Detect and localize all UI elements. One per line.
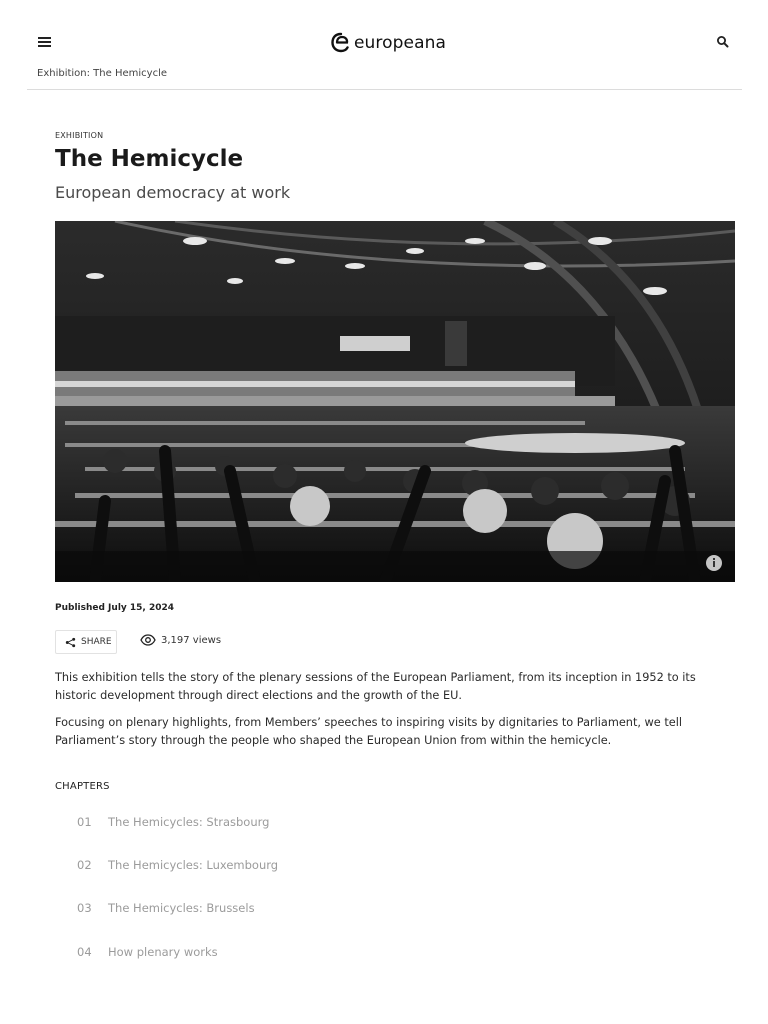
chapter-number: 02: [77, 858, 92, 872]
chapter-number: 04: [77, 945, 92, 959]
content-type-label: EXHIBITION: [55, 131, 104, 140]
chapter-link-how-plenary-works[interactable]: [77, 942, 218, 962]
chapter-link-strasbourg[interactable]: [77, 812, 269, 832]
top-navigation-bar: [0, 0, 768, 90]
views-text: 3,197 views: [161, 634, 222, 646]
menu-button[interactable]: [33, 31, 57, 53]
published-date: Published July 15, 2024: [55, 603, 175, 613]
share-icon: [65, 637, 76, 648]
chapter-number: 01: [77, 815, 92, 829]
search-icon: [712, 31, 734, 53]
chapter-number: 03: [77, 901, 92, 915]
page-title: The Hemicycle: [55, 146, 244, 172]
header-divider: [27, 89, 742, 90]
plenary-hall-photo: [55, 221, 735, 582]
europeana-logo-icon: [331, 32, 351, 54]
chapter-title: How plenary works: [108, 945, 218, 959]
view-count: [140, 634, 221, 646]
share-label: SHARE: [81, 637, 112, 647]
chapter-title: The Hemicycles: Strasbourg: [108, 815, 270, 829]
logo-text: europeana: [354, 33, 447, 53]
chapter-title: The Hemicycles: Luxembourg: [108, 858, 279, 872]
hamburger-menu-icon: [38, 37, 51, 39]
share-button[interactable]: [55, 630, 117, 654]
chapter-title: The Hemicycles: Brussels: [108, 901, 255, 915]
page-subtitle: European democracy at work: [55, 183, 291, 202]
description-paragraph: This exhibition tells the story of the plenary sessions of the European Parliament, from its inception in 1952 to its historic development through direct elections and the growth of the EU.: [55, 671, 696, 702]
eye-icon: [140, 634, 156, 646]
image-info-button[interactable]: [706, 555, 722, 571]
search-button[interactable]: [712, 31, 734, 53]
chapters-heading: CHAPTERS: [55, 781, 110, 792]
breadcrumb[interactable]: Exhibition: The Hemicycle: [37, 68, 167, 79]
info-icon: [713, 558, 715, 560]
europeana-logo[interactable]: [331, 30, 446, 56]
chapter-link-luxembourg[interactable]: [77, 855, 278, 875]
hero-image: [55, 221, 735, 582]
description-paragraph: Focusing on plenary highlights, from Members’ speeches to inspiring visits by dignitaries to Parliament, we tell Parliament’s story through the people who shaped the European Union from within the hemicycle.: [55, 716, 682, 747]
chapter-link-brussels[interactable]: [77, 898, 255, 918]
